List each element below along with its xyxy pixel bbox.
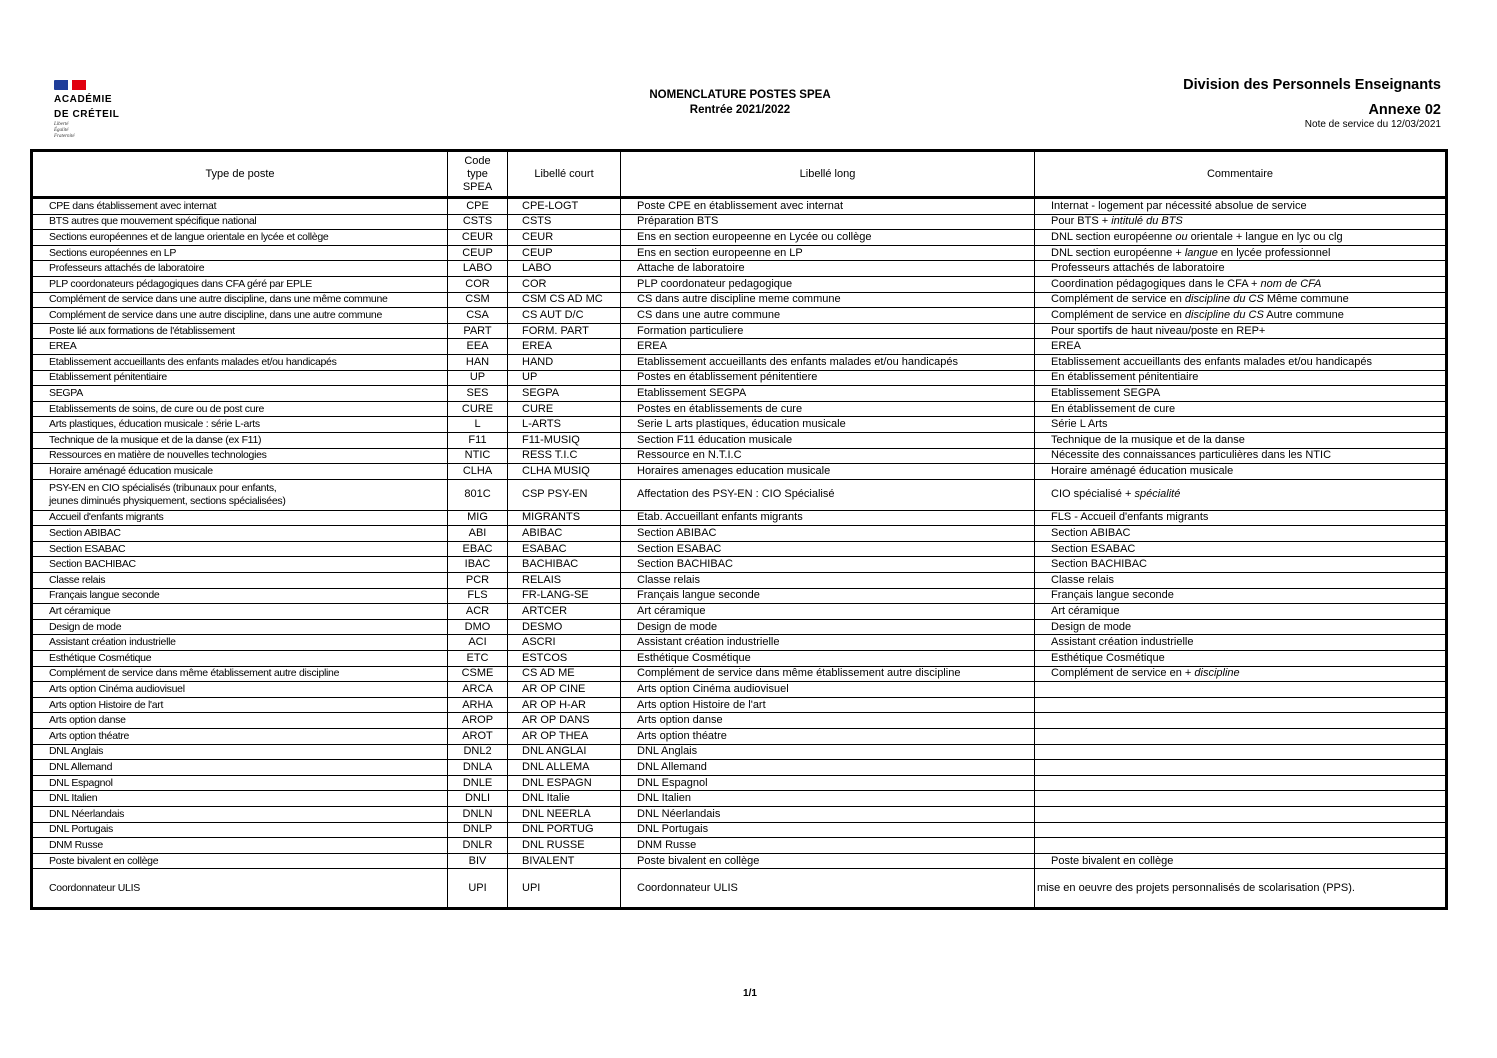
cell-code-type-spea: CSME [448, 666, 508, 682]
cell-type-de-poste: CPE dans établissement avec internat [32, 198, 448, 215]
table-row [32, 510, 1447, 526]
cell-libelle-long: DNL Espagnol [621, 775, 1035, 791]
cell-type-de-poste: Section ESABAC [32, 541, 448, 557]
table-row [32, 760, 1447, 776]
table-row [32, 682, 1447, 698]
table-row [32, 526, 1447, 542]
cell-commentaire [1035, 806, 1447, 822]
cell-libelle-long: Coordonnateur ULIS [621, 869, 1035, 909]
table-row [32, 448, 1447, 464]
table-row [32, 261, 1447, 277]
table-row [32, 635, 1447, 651]
cell-commentaire: Section BACHIBAC [1035, 557, 1447, 573]
cell-commentaire: Nécessite des connaissances particulières dans les NTIC [1035, 448, 1447, 464]
cell-libelle-long: EREA [621, 339, 1035, 355]
table-row [32, 744, 1447, 760]
cell-libelle-court: MIGRANTS [508, 510, 621, 526]
cell-libelle-long: Etablissement SEGPA [621, 386, 1035, 402]
cell-code-type-spea: COR [448, 276, 508, 292]
table-row [32, 729, 1447, 745]
cell-libelle-court: SEGPA [508, 386, 621, 402]
division-label: Division des Personnels Enseignants [1183, 77, 1441, 93]
cell-type-de-poste: Etablissement accueillants des enfants malades et/ou handicapés [32, 354, 448, 370]
cell-libelle-long: CS dans autre discipline meme commune [621, 292, 1035, 308]
cell-code-type-spea: 801C [448, 479, 508, 510]
cell-commentaire: Pour sportifs de haut niveau/poste en REP+ [1035, 323, 1447, 339]
cell-libelle-long: Assistant création industrielle [621, 635, 1035, 651]
cell-libelle-court: BIVALENT [508, 853, 621, 869]
table-row [32, 464, 1447, 480]
cell-commentaire: Horaire aménagé éducation musicale [1035, 464, 1447, 480]
cell-code-type-spea: HAN [448, 354, 508, 370]
cell-type-de-poste: Ressources en matière de nouvelles technologies [32, 448, 448, 464]
cell-commentaire: Classe relais [1035, 573, 1447, 589]
cell-type-de-poste: DNL Espagnol [32, 775, 448, 791]
cell-code-type-spea: PART [448, 323, 508, 339]
cell-commentaire: Série L Arts [1035, 417, 1447, 433]
cell-libelle-long: Affectation des PSY-EN : CIO Spécialisé [621, 479, 1035, 510]
table-row [32, 292, 1447, 308]
cell-commentaire: Art céramique [1035, 604, 1447, 620]
cell-type-de-poste: DNL Italien [32, 791, 448, 807]
cell-libelle-court: LABO [508, 261, 621, 277]
cell-commentaire: Internat - logement par nécessité absolue de service [1035, 198, 1447, 215]
cell-libelle-long: Arts option théatre [621, 729, 1035, 745]
cell-libelle-long: DNL Anglais [621, 744, 1035, 760]
cell-code-type-spea: EEA [448, 339, 508, 355]
table-row [32, 853, 1447, 869]
table-row [32, 838, 1447, 854]
cell-code-type-spea: LABO [448, 261, 508, 277]
cell-libelle-court: COR [508, 276, 621, 292]
cell-code-type-spea: PCR [448, 573, 508, 589]
cell-commentaire [1035, 682, 1447, 698]
cell-commentaire [1035, 744, 1447, 760]
cell-libelle-court: CS AUT D/C [508, 308, 621, 324]
cell-code-type-spea: NTIC [448, 448, 508, 464]
table-row [32, 588, 1447, 604]
cell-libelle-court: DNL ANGLAI [508, 744, 621, 760]
cell-commentaire: Technique de la musique et de la danse [1035, 432, 1447, 448]
cell-libelle-court: UP [508, 370, 621, 386]
cell-commentaire: FLS - Accueil d'enfants migrants [1035, 510, 1447, 526]
cell-libelle-court: ARTCER [508, 604, 621, 620]
cell-type-de-poste: Complément de service dans une autre discipline, dans une même commune [32, 292, 448, 308]
academie-logo [54, 80, 144, 140]
table-row [32, 417, 1447, 433]
cell-libelle-court: ASCRI [508, 635, 621, 651]
table-row [32, 806, 1447, 822]
table-row [32, 479, 1447, 510]
cell-type-de-poste: DNM Russe [32, 838, 448, 854]
cell-type-de-poste: Coordonnateur ULIS [32, 869, 448, 909]
cell-type-de-poste: Section BACHIBAC [32, 557, 448, 573]
cell-commentaire [1035, 775, 1447, 791]
cell-libelle-court: CSTS [508, 214, 621, 230]
cell-libelle-long: DNL Portugais [621, 822, 1035, 838]
cell-code-type-spea: DNLE [448, 775, 508, 791]
cell-libelle-court: L-ARTS [508, 417, 621, 433]
page-number: 1/1 [743, 988, 757, 999]
cell-commentaire: Pour BTS + intitulé du BTS [1035, 214, 1447, 230]
cell-libelle-long: Design de mode [621, 619, 1035, 635]
cell-commentaire [1035, 791, 1447, 807]
cell-code-type-spea: MIG [448, 510, 508, 526]
cell-type-de-poste: Sections européennes et de langue orientale en lycée et collège [32, 230, 448, 246]
cell-type-de-poste: Sections européennes en LP [32, 245, 448, 261]
cell-libelle-court: ESTCOS [508, 651, 621, 667]
cell-libelle-long: PLP coordonateur pedagogique [621, 276, 1035, 292]
table-row [32, 323, 1447, 339]
cell-type-de-poste: Français langue seconde [32, 588, 448, 604]
cell-code-type-spea: DNLP [448, 822, 508, 838]
cell-libelle-long: DNL Allemand [621, 760, 1035, 776]
cell-code-type-spea: CSM [448, 292, 508, 308]
cell-libelle-court: DNL ESPAGN [508, 775, 621, 791]
cell-commentaire: EREA [1035, 339, 1447, 355]
cell-code-type-spea: DMO [448, 619, 508, 635]
cell-code-type-spea: FLS [448, 588, 508, 604]
cell-code-type-spea: CSTS [448, 214, 508, 230]
cell-libelle-long: Esthétique Cosmétique [621, 651, 1035, 667]
cell-libelle-court: DNL ALLEMA [508, 760, 621, 776]
table-row [32, 557, 1447, 573]
cell-code-type-spea: ACI [448, 635, 508, 651]
cell-code-type-spea: CSA [448, 308, 508, 324]
cell-commentaire: DNL section européenne + langue en lycée professionnel [1035, 245, 1447, 261]
cell-commentaire [1035, 697, 1447, 713]
cell-type-de-poste: DNL Portugais [32, 822, 448, 838]
cell-libelle-court: DNL Italie [508, 791, 621, 807]
table-row [32, 791, 1447, 807]
cell-libelle-long: Section ESABAC [621, 541, 1035, 557]
cell-type-de-poste: BTS autres que mouvement spécifique national [32, 214, 448, 230]
cell-commentaire: Design de mode [1035, 619, 1447, 635]
cell-libelle-court: DESMO [508, 619, 621, 635]
marianne-flag-icon [54, 80, 86, 90]
cell-commentaire: Coordination pédagogiques dans le CFA + nom de CFA [1035, 276, 1447, 292]
table-row [32, 573, 1447, 589]
cell-commentaire: En établissement pénitentiaire [1035, 370, 1447, 386]
cell-libelle-court: UPI [508, 869, 621, 909]
table-row [32, 276, 1447, 292]
cell-code-type-spea: L [448, 417, 508, 433]
cell-type-de-poste: Etablissements de soins, de cure ou de post cure [32, 401, 448, 417]
cell-commentaire: Etablissement SEGPA [1035, 386, 1447, 402]
cell-libelle-long: DNM Russe [621, 838, 1035, 854]
cell-libelle-long: Français langue seconde [621, 588, 1035, 604]
cell-libelle-long: Art céramique [621, 604, 1035, 620]
cell-libelle-court: F11-MUSIQ [508, 432, 621, 448]
cell-code-type-spea: UPI [448, 869, 508, 909]
cell-type-de-poste: Professeurs attachés de laboratoire [32, 261, 448, 277]
cell-commentaire [1035, 838, 1447, 854]
cell-libelle-court: CPE-LOGT [508, 198, 621, 215]
cell-code-type-spea: AROT [448, 729, 508, 745]
cell-type-de-poste: Arts option Histoire de l'art [32, 697, 448, 713]
cell-code-type-spea: DNLI [448, 791, 508, 807]
cell-code-type-spea: DNL2 [448, 744, 508, 760]
cell-libelle-long: Serie L arts plastiques, éducation musicale [621, 417, 1035, 433]
cell-code-type-spea: ARCA [448, 682, 508, 698]
cell-type-de-poste: DNL Néerlandais [32, 806, 448, 822]
table-row [32, 651, 1447, 667]
cell-libelle-long: Etab. Accueillant enfants migrants [621, 510, 1035, 526]
cell-commentaire: Professeurs attachés de laboratoire [1035, 261, 1447, 277]
cell-libelle-long: Arts option danse [621, 713, 1035, 729]
cell-libelle-long: Classe relais [621, 573, 1035, 589]
cell-libelle-court: CSP PSY-EN [508, 479, 621, 510]
column-header-commentaire: Commentaire [1035, 151, 1447, 198]
cell-libelle-court: AR OP THEA [508, 729, 621, 745]
cell-libelle-long: Postes en établissements de cure [621, 401, 1035, 417]
cell-libelle-long: DNL Italien [621, 791, 1035, 807]
table-row [32, 666, 1447, 682]
cell-type-de-poste: Etablissement pénitentiaire [32, 370, 448, 386]
table-row [32, 354, 1447, 370]
cell-libelle-long: Poste bivalent en collège [621, 853, 1035, 869]
cell-libelle-long: Etablissement accueillants des enfants malades et/ou handicapés [621, 354, 1035, 370]
cell-commentaire: DNL section européenne ou orientale + langue en lyc ou clg [1035, 230, 1447, 246]
cell-code-type-spea: DNLN [448, 806, 508, 822]
cell-libelle-long: Section F11 éducation musicale [621, 432, 1035, 448]
cell-code-type-spea: CURE [448, 401, 508, 417]
cell-code-type-spea: BIV [448, 853, 508, 869]
cell-libelle-long: Ens en section europeenne en Lycée ou collège [621, 230, 1035, 246]
cell-code-type-spea: DNLR [448, 838, 508, 854]
cell-libelle-long: Ressource en N.T.I.C [621, 448, 1035, 464]
table-row [32, 697, 1447, 713]
cell-commentaire: Section ESABAC [1035, 541, 1447, 557]
cell-type-de-poste: Complément de service dans même établissement autre discipline [32, 666, 448, 682]
table-row [32, 230, 1447, 246]
column-header-libelle-long: Libellé long [621, 151, 1035, 198]
cell-code-type-spea: CEUP [448, 245, 508, 261]
cell-libelle-court: BACHIBAC [508, 557, 621, 573]
cell-libelle-court: CSM CS AD MC [508, 292, 621, 308]
cell-commentaire: Etablissement accueillants des enfants malades et/ou handicapés [1035, 354, 1447, 370]
cell-type-de-poste: Accueil d'enfants migrants [32, 510, 448, 526]
note-de-service: Note de service du 12/03/2021 [1304, 119, 1441, 130]
table-header-row [32, 151, 1447, 198]
cell-type-de-poste: Art céramique [32, 604, 448, 620]
cell-type-de-poste: DNL Anglais [32, 744, 448, 760]
cell-type-de-poste: EREA [32, 339, 448, 355]
cell-type-de-poste: Arts option danse [32, 713, 448, 729]
cell-type-de-poste: PLP coordonateurs pédagogiques dans CFA géré par EPLE [32, 276, 448, 292]
cell-libelle-long: DNL Néerlandais [621, 806, 1035, 822]
cell-libelle-court: ESABAC [508, 541, 621, 557]
table-row [32, 713, 1447, 729]
table-row [32, 432, 1447, 448]
column-header-type: Type de poste [32, 151, 448, 198]
cell-type-de-poste: SEGPA [32, 386, 448, 402]
cell-code-type-spea: CLHA [448, 464, 508, 480]
cell-type-de-poste: Arts option théatre [32, 729, 448, 745]
cell-libelle-court: CLHA MUSIQ [508, 464, 621, 480]
cell-commentaire: Complément de service en + discipline [1035, 666, 1447, 682]
cell-type-de-poste: Arts option Cinéma audiovisuel [32, 682, 448, 698]
cell-type-de-poste: Poste bivalent en collège [32, 853, 448, 869]
cell-libelle-long: Attache de laboratoire [621, 261, 1035, 277]
cell-libelle-court: DNL NEERLA [508, 806, 621, 822]
header-right-block [1183, 76, 1441, 131]
cell-libelle-long: Postes en établissement pénitentiere [621, 370, 1035, 386]
cell-code-type-spea: ABI [448, 526, 508, 542]
cell-code-type-spea: ARHA [448, 697, 508, 713]
cell-type-de-poste: Complément de service dans une autre discipline, dans une autre commune [32, 308, 448, 324]
cell-code-type-spea: ACR [448, 604, 508, 620]
cell-libelle-long: Formation particuliere [621, 323, 1035, 339]
cell-code-type-spea: ETC [448, 651, 508, 667]
cell-commentaire: Complément de service en discipline du CS Autre commune [1035, 308, 1447, 324]
cell-libelle-long: Arts option Histoire de l'art [621, 697, 1035, 713]
table-row [32, 308, 1447, 324]
cell-type-de-poste: Poste lié aux formations de l'établissement [32, 323, 448, 339]
table-row [32, 370, 1447, 386]
cell-libelle-long: CS dans une autre commune [621, 308, 1035, 324]
cell-libelle-long: Horaires amenages education musicale [621, 464, 1035, 480]
cell-code-type-spea: IBAC [448, 557, 508, 573]
cell-commentaire: Complément de service en discipline du CS Même commune [1035, 292, 1447, 308]
logo-name-line2: DE CRÉTEIL [54, 109, 120, 120]
cell-libelle-court: CEUP [508, 245, 621, 261]
column-header-libelle-court: Libellé court [508, 151, 621, 198]
cell-libelle-court: AR OP CINE [508, 682, 621, 698]
cell-commentaire: En établissement de cure [1035, 401, 1447, 417]
cell-code-type-spea: UP [448, 370, 508, 386]
cell-code-type-spea: F11 [448, 432, 508, 448]
table-row [32, 775, 1447, 791]
cell-libelle-long: Section BACHIBAC [621, 557, 1035, 573]
table-row [32, 339, 1447, 355]
cell-type-de-poste: Assistant création industrielle [32, 635, 448, 651]
cell-type-de-poste: Section ABIBAC [32, 526, 448, 542]
cell-type-de-poste: Design de mode [32, 619, 448, 635]
cell-libelle-long: Poste CPE en établissement avec internat [621, 198, 1035, 215]
cell-type-de-poste: Technique de la musique et de la danse (ex F11) [32, 432, 448, 448]
cell-commentaire [1035, 760, 1447, 776]
cell-libelle-long: Complément de service dans même établissement autre discipline [621, 666, 1035, 682]
cell-libelle-court: DNL RUSSE [508, 838, 621, 854]
cell-libelle-long: Arts option Cinéma audiovisuel [621, 682, 1035, 698]
cell-type-de-poste: DNL Allemand [32, 760, 448, 776]
cell-libelle-court: CEUR [508, 230, 621, 246]
cell-code-type-spea: CEUR [448, 230, 508, 246]
table-row [32, 541, 1447, 557]
logo-motto: Liberté Égalité Fraternité [54, 122, 75, 139]
table-row [32, 822, 1447, 838]
cell-libelle-long: Section ABIBAC [621, 526, 1035, 542]
cell-libelle-court: FR-LANG-SE [508, 588, 621, 604]
cell-libelle-court: CS AD ME [508, 666, 621, 682]
cell-code-type-spea: CPE [448, 198, 508, 215]
cell-libelle-court: RELAIS [508, 573, 621, 589]
document-subtitle: Rentrée 2021/2022 [689, 104, 791, 116]
cell-code-type-spea: AROP [448, 713, 508, 729]
table-row [32, 604, 1447, 620]
table-row [32, 198, 1447, 215]
cell-libelle-court: HAND [508, 354, 621, 370]
column-header-code: Code type SPEA [448, 151, 508, 198]
cell-commentaire [1035, 822, 1447, 838]
cell-commentaire [1035, 729, 1447, 745]
cell-type-de-poste: PSY-EN en CIO spécialisés (tribunaux pour enfants, jeunes diminués physiquement, sections spécialisées) [32, 479, 448, 510]
table-row [32, 401, 1447, 417]
table-row [32, 386, 1447, 402]
table-row [32, 214, 1447, 230]
document-title: NOMENCLATURE POSTES SPEA [649, 89, 831, 101]
cell-commentaire: mise en oeuvre des projets personnalisés de scolarisation (PPS). [1035, 869, 1447, 909]
annexe-label: Annexe 02 [1368, 102, 1441, 118]
cell-code-type-spea: DNLA [448, 760, 508, 776]
cell-commentaire: Poste bivalent en collège [1035, 853, 1447, 869]
cell-libelle-long: Ens en section europeenne en LP [621, 245, 1035, 261]
cell-libelle-court: RESS T.I.C [508, 448, 621, 464]
cell-type-de-poste: Arts plastiques, éducation musicale : série L-arts [32, 417, 448, 433]
cell-type-de-poste: Classe relais [32, 573, 448, 589]
cell-libelle-court: FORM. PART [508, 323, 621, 339]
cell-type-de-poste: Esthétique Cosmétique [32, 651, 448, 667]
cell-libelle-court: DNL PORTUG [508, 822, 621, 838]
document-title-block [560, 88, 920, 118]
table-row [32, 245, 1447, 261]
table-row [32, 869, 1447, 909]
logo-name-line1: ACADÉMIE [54, 94, 113, 105]
cell-code-type-spea: EBAC [448, 541, 508, 557]
cell-code-type-spea: SES [448, 386, 508, 402]
cell-commentaire: Français langue seconde [1035, 588, 1447, 604]
cell-commentaire: Section ABIBAC [1035, 526, 1447, 542]
cell-libelle-court: AR OP H-AR [508, 697, 621, 713]
cell-libelle-long: Préparation BTS [621, 214, 1035, 230]
nomenclature-table [30, 149, 1448, 910]
cell-libelle-court: CURE [508, 401, 621, 417]
cell-libelle-court: EREA [508, 339, 621, 355]
cell-commentaire: Esthétique Cosmétique [1035, 651, 1447, 667]
cell-commentaire [1035, 713, 1447, 729]
cell-type-de-poste: Horaire aménagé éducation musicale [32, 464, 448, 480]
table-row [32, 619, 1447, 635]
cell-libelle-court: ABIBAC [508, 526, 621, 542]
cell-commentaire: CIO spécialisé + spécialité [1035, 479, 1447, 510]
cell-libelle-court: AR OP DANS [508, 713, 621, 729]
cell-commentaire: Assistant création industrielle [1035, 635, 1447, 651]
